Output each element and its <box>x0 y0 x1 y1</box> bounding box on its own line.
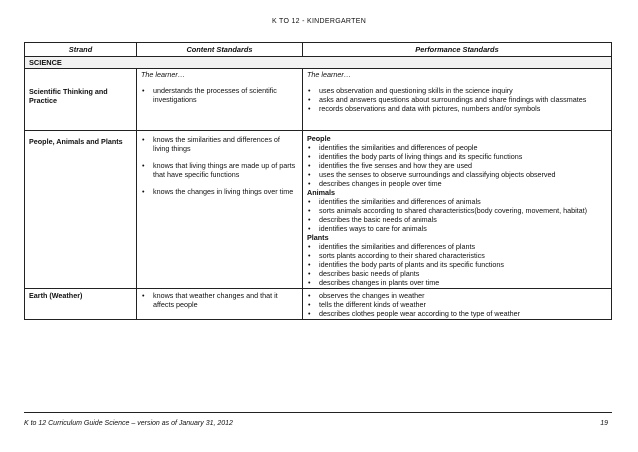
list-item: • identifies the similarities and differences of people <box>307 143 607 152</box>
performance-cell <box>303 69 612 131</box>
performance-cell <box>303 289 612 320</box>
section-title: SCIENCE <box>25 57 612 69</box>
list-item: • observes the changes in weather <box>307 291 607 300</box>
strand-cell: Scientific Thinking and Practice <box>25 69 137 131</box>
list-item: • asks and answers questions about surroundings and share findings with classmates <box>307 95 607 104</box>
section-row <box>25 57 612 69</box>
footer-text: K to 12 Curriculum Guide Science – version as of January 31, 2012 <box>24 420 233 427</box>
list-item: • identifies the body parts of plants and its specific functions <box>307 260 607 269</box>
content-cell <box>137 289 303 320</box>
list-item: • uses observation and questioning skills in the science inquiry <box>307 86 607 95</box>
table-row <box>25 69 612 131</box>
list-item: • knows the similarities and differences of living things <box>141 135 298 153</box>
list-item: • knows that living things are made up of parts that have specific functions <box>141 161 298 179</box>
group-label-animals: Animals <box>307 188 335 197</box>
group-label-people: People <box>307 134 331 143</box>
page-header: K TO 12 - KINDERGARTEN <box>271 18 367 25</box>
list-item: • describes changes in plants over time <box>307 278 607 287</box>
table-header-row <box>25 43 612 57</box>
list-item: • identifies the similarities and differences of animals <box>307 197 607 206</box>
column-header-strand: Strand <box>25 43 137 57</box>
list-item: • describes changes in people over time <box>307 179 607 188</box>
curriculum-table <box>24 42 612 320</box>
list-item: • identifies ways to care for animals <box>307 224 607 233</box>
list-item: • understands the processes of scientific investigations <box>141 86 298 104</box>
list-item: • describes clothes people wear according to the type of weather <box>307 309 607 318</box>
list-item: • identifies the body parts of living things and its specific functions <box>307 152 607 161</box>
list-item: • sorts plants according to their shared characteristics <box>307 251 607 260</box>
content-cell <box>137 131 303 289</box>
list-item: • knows that weather changes and that it affects people <box>141 291 298 309</box>
page-number: 19 <box>600 420 608 427</box>
list-item: • identifies the five senses and how they are used <box>307 161 607 170</box>
strand-cell: People, Animals and Plants <box>25 131 137 289</box>
list-item: • describes the basic needs of animals <box>307 215 607 224</box>
list-item: • describes basic needs of plants <box>307 269 607 278</box>
table-row <box>25 289 612 320</box>
table-row <box>25 131 612 289</box>
column-header-content: Content Standards <box>137 43 303 57</box>
group-label-plants: Plants <box>307 233 329 242</box>
list-item: • identifies the similarities and differences of plants <box>307 242 607 251</box>
list-item: • uses the senses to observe surroundings and classifying objects observed <box>307 170 607 179</box>
learner-intro: The learner… <box>307 70 351 79</box>
column-header-performance: Performance Standards <box>303 43 612 57</box>
content-cell <box>137 69 303 131</box>
performance-cell <box>303 131 612 289</box>
list-item: • knows the changes in living things over time <box>141 187 298 196</box>
list-item: • records observations and data with pictures, numbers and/or symbols <box>307 104 607 113</box>
page-footer <box>24 412 612 427</box>
strand-cell: Earth (Weather) <box>25 289 137 320</box>
list-item: • tells the different kinds of weather <box>307 300 607 309</box>
learner-intro: The learner… <box>141 70 185 79</box>
list-item: • sorts animals according to shared characteristics(body covering, movement, habitat) <box>307 206 607 215</box>
